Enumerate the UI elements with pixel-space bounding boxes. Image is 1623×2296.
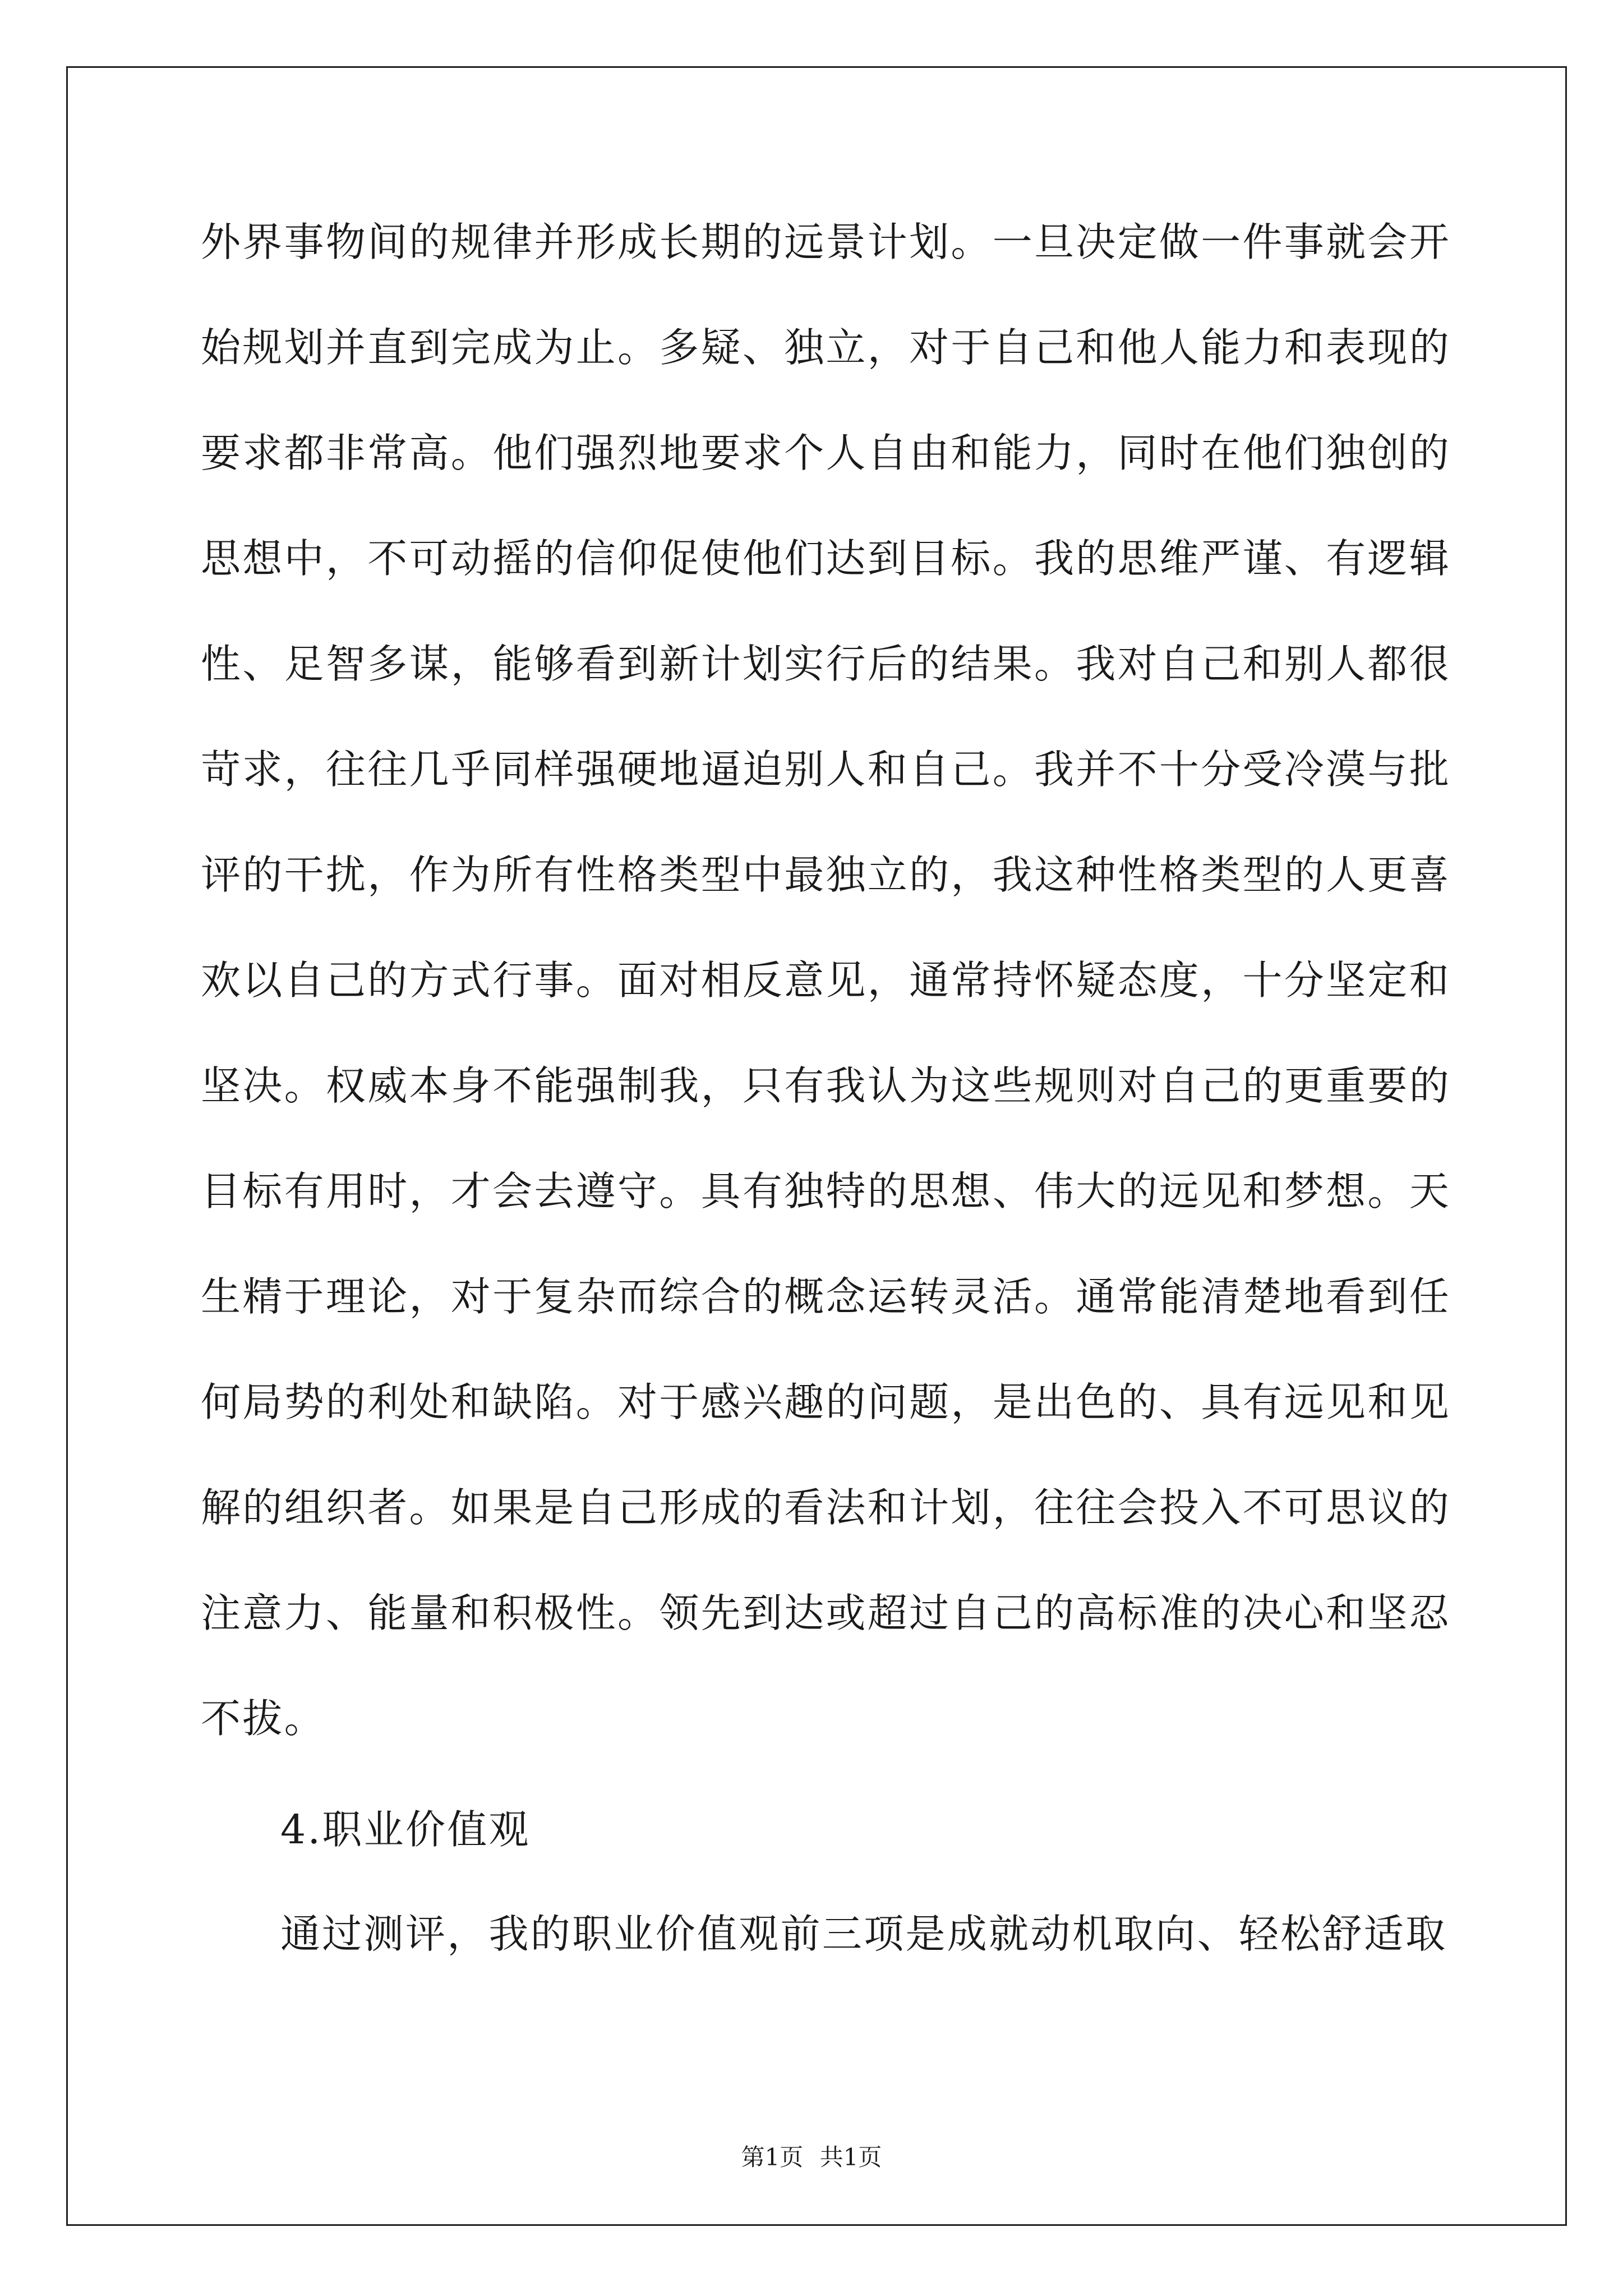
paragraph-line: 生精于理论，对于复杂而综合的概念运转灵活。通常能清楚地看到任 [201, 1273, 1451, 1320]
paragraph-line: 何局势的利处和缺陷。对于感兴趣的问题，是出色的、具有远见和见 [201, 1379, 1451, 1425]
paragraph-line: 评的干扰，作为所有性格类型中最独立的，我这种性格类型的人更喜 [201, 852, 1451, 898]
page-number-current: 第1页 [741, 2143, 804, 2171]
page-border [66, 66, 1567, 2226]
paragraph-line: 外界事物间的规律并形成长期的远景计划。一旦决定做一件事就会开 [201, 219, 1451, 265]
paragraph-line: 目标有用时，才会去遵守。具有独特的思想、伟大的远见和梦想。天 [201, 1168, 1451, 1214]
paragraph-line: 始规划并直到完成为止。多疑、独立，对于自己和他人能力和表现的 [201, 324, 1451, 371]
paragraph-line: 通过测评，我的职业价值观前三项是成就动机取向、轻松舒适取 [280, 1911, 1447, 1957]
paragraph-line: 解的组织者。如果是自己形成的看法和计划，往往会投入不可思议的 [201, 1484, 1451, 1531]
section-heading: 4.职业价值观 [280, 1806, 531, 1853]
page-footer [0, 2142, 1623, 2173]
paragraph-line: 注意力、能量和积极性。领先到达或超过自己的高标准的决心和坚忍 [201, 1590, 1451, 1636]
page-number-total: 共1页 [819, 2143, 882, 2171]
paragraph-line: 要求都非常高。他们强烈地要求个人自由和能力，同时在他们独创的 [201, 430, 1451, 476]
paragraph-line: 苛求，往往几乎同样强硬地逼迫别人和自己。我并不十分受冷漠与批 [201, 746, 1451, 793]
paragraph-line: 欢以自己的方式行事。面对相反意见，通常持怀疑态度，十分坚定和 [201, 957, 1451, 1004]
paragraph-line: 思想中，不可动摇的信仰促使他们达到目标。我的思维严谨、有逻辑 [201, 535, 1451, 582]
paragraph-line: 坚决。权威本身不能强制我，只有我认为这些规则对自己的更重要的 [201, 1062, 1451, 1109]
paragraph-line: 不拔。 [201, 1695, 326, 1742]
paragraph-line: 性、足智多谋，能够看到新计划实行后的结果。我对自己和别人都很 [201, 641, 1451, 687]
